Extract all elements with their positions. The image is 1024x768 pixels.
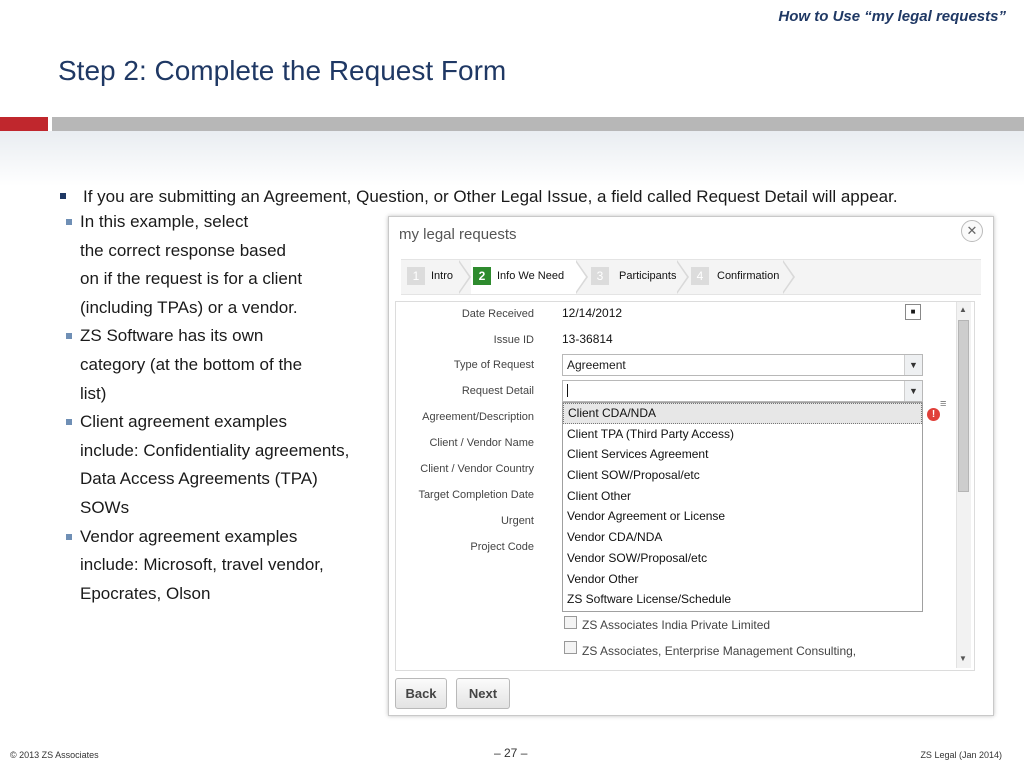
next-button[interactable]: Next [456,678,510,709]
step-separator [677,260,689,294]
back-button[interactable]: Back [395,678,447,709]
sub-bullet-line: the correct response based [80,240,287,260]
title-rule-grey [52,117,1024,131]
client-vendor-name-label: Client / Vendor Name [429,437,534,449]
type-of-request-label: Type of Request [453,359,534,371]
dropdown-option[interactable]: Vendor SOW/Proposal/etc [567,550,708,565]
sub-bullet-line: include: Microsoft, travel vendor, [80,555,324,575]
request-detail-label: Request Detail [461,385,534,397]
target-completion-date-label: Target Completion Date [418,489,534,501]
dropdown-option[interactable]: Vendor Agreement or License [567,509,726,524]
bullet-square-icon [60,193,66,199]
date-received-value[interactable]: 12/14/2012 [562,306,623,320]
wizard-steps [401,259,981,295]
scrollbar-thumb[interactable] [958,320,969,492]
dropdown-option[interactable]: Vendor CDA/NDA [567,530,663,545]
footer-copyright: © 2013 ZS Associates [10,750,99,760]
client-vendor-country-label: Client / Vendor Country [420,463,534,475]
close-icon[interactable]: ✕ [961,220,983,242]
request-dialog [388,216,994,716]
wizard-step-participants[interactable] [589,260,684,294]
dialog-title: my legal requests [399,226,517,243]
wizard-step-info-we-need[interactable] [471,260,576,294]
agreement-description-label: Agreement/Description [422,411,534,423]
bullet-square-icon [66,219,72,225]
title-rule-red [0,117,48,131]
dropdown-option[interactable]: Client Services Agreement [567,447,709,462]
dropdown-option[interactable]: ZS Software License/Schedule [567,592,732,607]
checkbox-label: ZS Associates India Private Limited [582,618,771,632]
date-received-label: Date Received [461,308,534,320]
step-number: 1 [407,267,425,285]
checkbox[interactable] [564,641,577,654]
urgent-label: Urgent [500,515,534,527]
bullet-square-icon [66,419,72,425]
main-bullet [60,185,980,208]
sub-bullet-line: (including TPAs) or a vendor. [80,297,298,317]
request-detail-dropdown[interactable] [562,402,923,612]
dropdown-option[interactable]: Vendor Other [567,571,639,586]
scroll-down-icon[interactable]: ▼ [959,654,967,663]
sub-bullet-line: list) [80,383,107,403]
sub-bullet-line: SOWs [80,497,130,517]
form-content [395,301,975,671]
grip-icon[interactable]: ≡ [940,398,947,410]
footer-page-number: – 27 – [494,746,528,760]
sub-bullet-line: category (at the bottom of the [80,354,303,374]
calendar-icon[interactable]: ■ [905,304,921,320]
footer-source: ZS Legal (Jan 2014) [920,750,1002,760]
step-separator [783,260,795,294]
step-label: Participants [619,270,677,282]
sub-bullet-line: Vendor agreement examples [80,526,298,546]
slide-title: Step 2: Complete the Request Form [58,55,507,86]
type-of-request-select[interactable] [562,354,923,376]
text-caret [567,384,568,397]
bullet-square-icon [66,333,72,339]
gradient-band [0,131,1024,186]
sub-bullet-line: In this example, select [80,212,249,231]
dropdown-option[interactable]: Client SOW/Proposal/etc [567,468,700,483]
main-bullet-text: If you are submitting an Agreement, Question, or Other Legal Issue, a field called Request Detail will appear. [83,187,898,206]
checkbox-label: ZS Associates, Enterprise Management Consulting, [582,644,857,658]
sub-bullet-line: on if the request is for a client [80,269,303,289]
sub-bullet-line: Client agreement examples [80,412,287,432]
issue-id-value: 13-36814 [562,332,613,346]
type-of-request-value: Agreement [567,358,626,372]
dropdown-option[interactable]: Client CDA/NDA [563,403,922,424]
step-separator [576,260,588,294]
scroll-up-icon[interactable]: ▲ [959,305,967,314]
step-number: 4 [691,267,709,285]
dropdown-option[interactable]: Client Other [567,488,632,503]
step-label: Info We Need [497,270,565,282]
sub-bullet-line: ZS Software has its own [80,326,264,346]
dropdown-option[interactable]: Client TPA (Third Party Access) [567,426,734,441]
sub-bullet-line: Data Access Agreements (TPA) [80,469,318,489]
checkbox[interactable] [564,616,577,629]
wizard-step-confirmation[interactable] [691,260,787,294]
sub-bullet-line: Epocrates, Olson [80,583,211,603]
step-label: Confirmation [717,270,780,282]
chevron-down-icon[interactable]: ▼ [904,381,922,401]
step-number: 3 [591,267,609,285]
step-number: 2 [473,267,491,285]
request-detail-select[interactable] [562,380,923,402]
wizard-step-intro[interactable] [401,260,461,294]
bullet-square-icon [66,534,72,540]
project-code-label: Project Code [470,541,534,553]
sub-bullet-line: include: Confidentiality agreements, [80,440,350,460]
chevron-down-icon[interactable]: ▼ [904,355,922,375]
step-separator [459,260,471,294]
header-subtitle: How to Use “my legal requests” [778,8,1006,25]
scrollbar[interactable] [956,302,971,668]
issue-id-label: Issue ID [493,334,534,346]
step-label: Intro [431,270,454,282]
warning-icon: ! [927,408,940,421]
